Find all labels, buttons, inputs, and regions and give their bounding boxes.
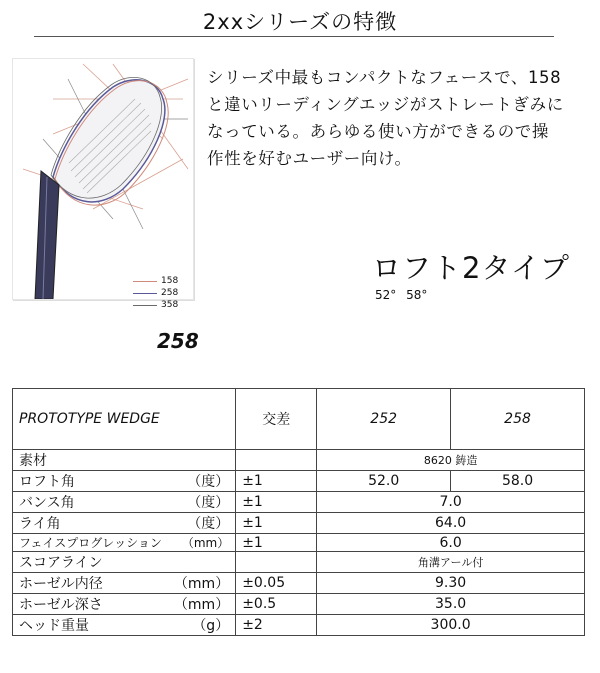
row-value: 8620 鋳造 xyxy=(317,450,585,471)
row-name: ライ角 xyxy=(13,513,168,534)
row-value: 6.0 xyxy=(317,534,585,552)
row-value: 9.30 xyxy=(317,573,585,594)
row-unit: （mm） xyxy=(168,573,236,594)
legend-label: 158 xyxy=(161,276,179,286)
row-value: 角溝アール付 xyxy=(317,552,585,573)
table-row xyxy=(13,492,585,513)
header-tolerance: 交差 xyxy=(236,389,317,450)
table-row xyxy=(13,573,585,594)
row-name: スコアライン xyxy=(13,552,168,573)
legend-label: 358 xyxy=(161,300,179,310)
row-unit xyxy=(168,450,236,471)
row-unit: （mm） xyxy=(168,534,236,552)
wedge-outline-image xyxy=(12,58,199,353)
row-tolerance xyxy=(236,450,317,471)
description-line: 作性を好むユーザー向け。 xyxy=(207,149,412,168)
row-tolerance: ±0.5 xyxy=(236,594,317,615)
table-header-row xyxy=(13,389,585,450)
legend-item xyxy=(133,275,178,287)
table-row xyxy=(13,594,585,615)
table-row xyxy=(13,513,585,534)
row-value-252: 52.0 xyxy=(317,471,451,492)
row-name: ホーゼル深さ xyxy=(13,594,168,615)
legend-label: 258 xyxy=(161,288,179,298)
loft-heading: ロフト2タイプ xyxy=(372,251,571,285)
row-name: ヘッド重量 xyxy=(13,615,168,636)
row-name: 素材 xyxy=(13,450,168,471)
row-unit: （度） xyxy=(168,513,236,534)
description-line: シリーズ中最もコンパクトなフェースで、158 xyxy=(207,68,562,87)
row-unit: （g） xyxy=(168,615,236,636)
description xyxy=(207,64,587,172)
row-tolerance: ±1 xyxy=(236,513,317,534)
row-name: ホーゼル内径 xyxy=(13,573,168,594)
table-row xyxy=(13,534,585,552)
row-value: 7.0 xyxy=(317,492,585,513)
header-col-258: 258 xyxy=(451,389,585,450)
row-tolerance: ±0.05 xyxy=(236,573,317,594)
row-tolerance: ±2 xyxy=(236,615,317,636)
row-tolerance: ±1 xyxy=(236,471,317,492)
table-row xyxy=(13,552,585,573)
table-row xyxy=(13,615,585,636)
spec-table xyxy=(12,388,585,636)
description-line: なっている。あらゆる使い方ができるので操 xyxy=(207,122,549,141)
page-title: 2xxシリーズの特徴 xyxy=(202,10,398,34)
row-tolerance: ±1 xyxy=(236,534,317,552)
row-name: フェイスプログレッション xyxy=(13,534,168,552)
row-value: 35.0 xyxy=(317,594,585,615)
row-unit: （mm） xyxy=(168,594,236,615)
legend-item xyxy=(133,299,178,311)
row-tolerance: ±1 xyxy=(236,492,317,513)
row-unit: （度） xyxy=(168,471,236,492)
row-value-258: 58.0 xyxy=(451,471,585,492)
table-row xyxy=(13,450,585,471)
row-name: バンス角 xyxy=(13,492,168,513)
header-col-252: 252 xyxy=(317,389,451,450)
loft-values: 52° 58° xyxy=(375,288,428,302)
line-legend xyxy=(133,275,178,311)
legend-swatch xyxy=(133,293,157,294)
legend-swatch xyxy=(133,281,157,282)
row-unit xyxy=(168,552,236,573)
title-divider xyxy=(34,36,554,37)
model-label: 258 xyxy=(157,329,199,353)
legend-swatch xyxy=(133,305,157,306)
header-product: PROTOTYPE WEDGE xyxy=(13,389,236,450)
wedge-outline-drawing xyxy=(13,59,193,299)
row-name: ロフト角 xyxy=(13,471,168,492)
row-tolerance xyxy=(236,552,317,573)
row-unit: （度） xyxy=(168,492,236,513)
legend-item xyxy=(133,287,178,299)
row-value: 300.0 xyxy=(317,615,585,636)
table-row xyxy=(13,471,585,492)
description-line: と違いリーディングエッジがストレートぎみに xyxy=(207,95,564,114)
row-value: 64.0 xyxy=(317,513,585,534)
